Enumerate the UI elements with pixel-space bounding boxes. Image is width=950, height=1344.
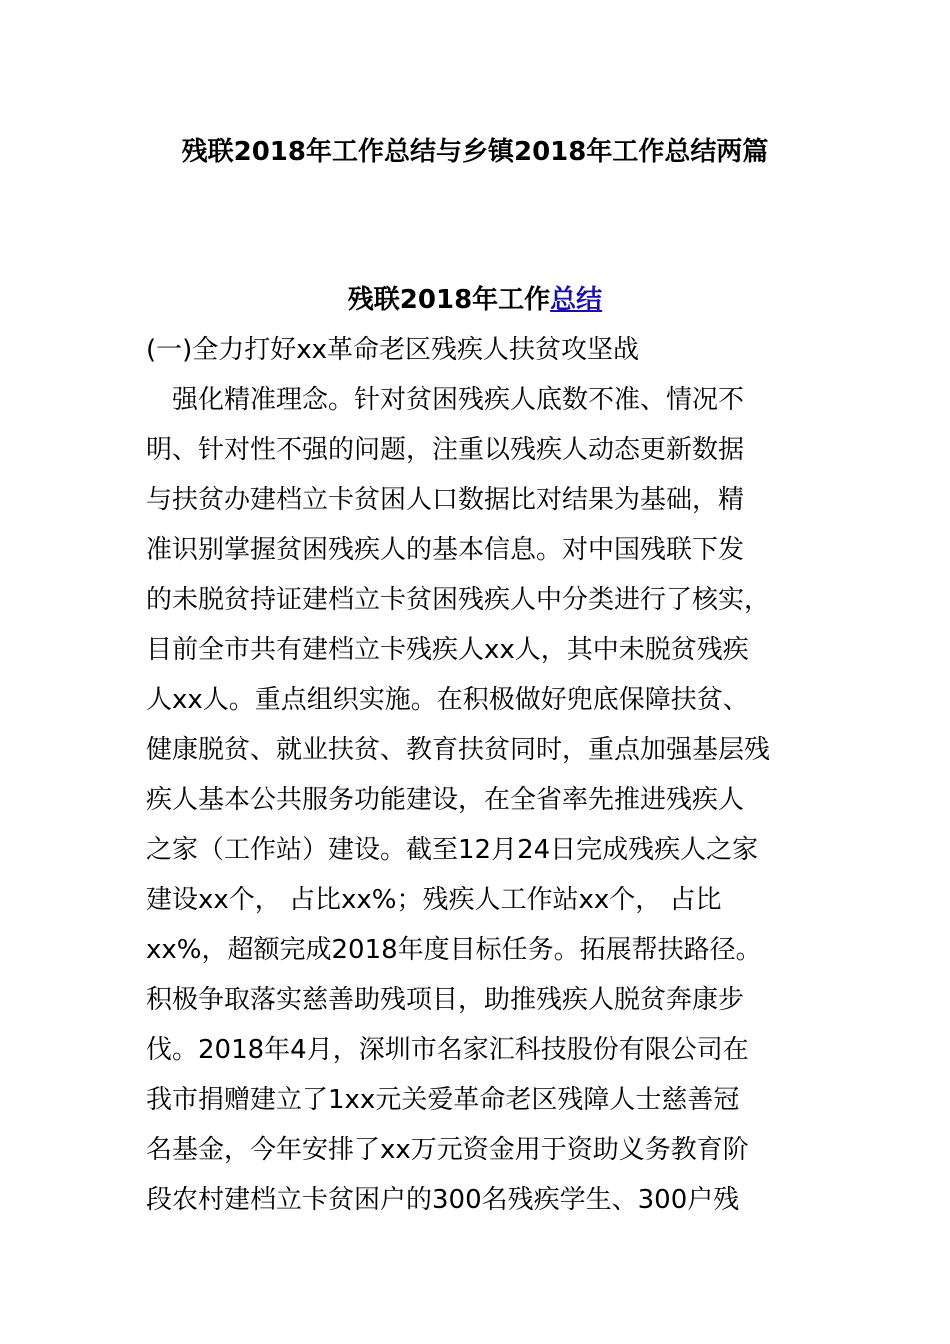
body-line: 健康脱贫、就业扶贫、教育扶贫同时，重点加强基层残 (146, 735, 771, 765)
section-title (0, 280, 950, 320)
body-line: 人xx人。重点组织实施。在积极做好兜底保障扶贫、 (146, 685, 749, 715)
section-title-text: 残联2018年工作 (347, 285, 551, 315)
body-line: 积极争取落实慈善助残项目，助推残疾人脱贫奔康步 (146, 985, 745, 1015)
summary-link[interactable]: 总结 (550, 285, 603, 315)
body-line: 明、针对性不强的问题，注重以残疾人动态更新数据 (146, 435, 745, 465)
body-line: 的未脱贫持证建档立卡贫困残疾人中分类进行了核实， (146, 585, 771, 615)
body-line: 之家（工作站）建设。截至12月24日完成残疾人之家 (146, 835, 759, 865)
body-line: 准识别掌握贫困残疾人的基本信息。对中国残联下发 (146, 535, 745, 565)
body-line: 疾人基本公共服务功能建设，在全省率先推进残疾人 (146, 785, 745, 815)
body-line: 强化精准理念。针对贫困残疾人底数不准、情况不 (146, 385, 745, 415)
body-line: 建设xx个， 占比xx%；残疾人工作站xx个， 占比 (146, 885, 722, 915)
body-line: 我市捐赠建立了1xx元关爱革命老区残障人士慈善冠 (146, 1085, 740, 1115)
body-line: xx%，超额完成2018年度目标任务。拓展帮扶路径。 (146, 935, 762, 965)
section-heading: (一)全力打好xx革命老区残疾人扶贫攻坚战 (146, 335, 640, 365)
body-line: 伐。2018年4月，深圳市名家汇科技股份有限公司在 (146, 1035, 749, 1065)
body-line: 名基金，今年安排了xx万元资金用于资助义务教育阶 (146, 1135, 749, 1165)
body-line: 目前全市共有建档立卡残疾人xx人，其中未脱贫残疾 (146, 635, 749, 665)
document-title: 残联2018年工作总结与乡镇2018年工作总结两篇 (181, 137, 769, 167)
body-line: 与扶贫办建档立卡贫困人口数据比对结果为基础，精 (146, 485, 745, 515)
body-line: 段农村建档立卡贫困户的300名残疾学生、300户残 (146, 1185, 740, 1215)
